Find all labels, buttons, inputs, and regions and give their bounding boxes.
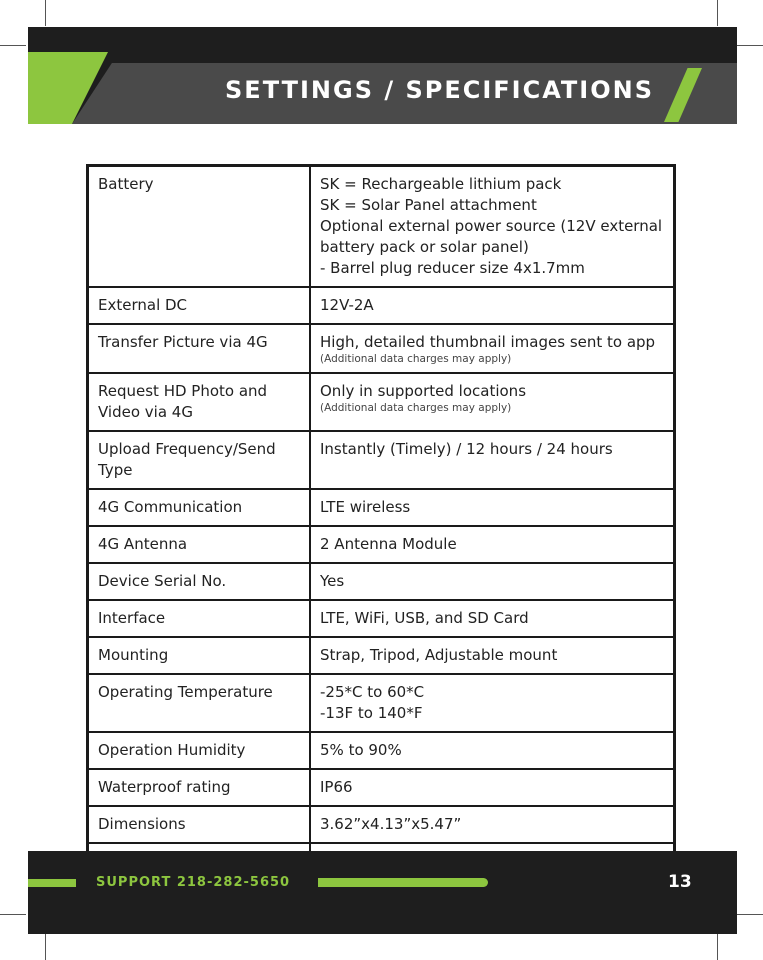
spec-label: Operation Humidity	[88, 732, 311, 769]
spec-label: Device Serial No.	[88, 563, 311, 600]
spec-label: 4G Antenna	[88, 526, 311, 563]
spec-value	[310, 806, 675, 843]
table-row	[88, 373, 675, 431]
spec-value-line: 3.62”x4.13”x5.47”	[320, 815, 462, 833]
spec-label: Waterproof rating	[88, 769, 311, 806]
crop-mark	[0, 45, 26, 46]
spec-label: 4G Communication	[88, 489, 311, 526]
spec-value	[310, 732, 675, 769]
crop-mark	[737, 914, 763, 915]
spec-value	[310, 431, 675, 489]
spec-label: Dimensions	[88, 806, 311, 843]
spec-value	[310, 600, 675, 637]
table-row	[88, 563, 675, 600]
spec-label: Upload Frequency/Send Type	[88, 431, 311, 489]
specifications-table	[86, 164, 676, 919]
spec-value-line: Strap, Tripod, Adjustable mount	[320, 646, 558, 664]
spec-value-line: High, detailed thumbnail images sent to app	[320, 333, 656, 351]
spec-value-line: SK = Solar Panel attachment	[320, 196, 537, 214]
spec-value-line: Yes	[320, 572, 345, 590]
spec-value-line: IP66	[320, 778, 353, 796]
table-row	[88, 674, 675, 732]
table-row	[88, 600, 675, 637]
spec-value-line: battery pack or solar panel)	[320, 238, 529, 256]
spec-label: External DC	[88, 287, 311, 324]
table-row	[88, 526, 675, 563]
spec-value	[310, 489, 675, 526]
spec-value-line: 12V-2A	[320, 296, 374, 314]
spec-value-line: Optional external power source (12V external	[320, 217, 663, 235]
spec-value-line: LTE, WiFi, USB, and SD Card	[320, 609, 529, 627]
footer-accent-bar	[318, 878, 488, 887]
table-row	[88, 489, 675, 526]
spec-note: (Additional data charges may apply)	[320, 402, 512, 414]
table-row	[88, 431, 675, 489]
spec-label: Mounting	[88, 637, 311, 674]
spec-label: Battery	[88, 166, 311, 288]
spec-label: Operating Temperature	[88, 674, 311, 732]
crop-mark	[717, 934, 718, 960]
spec-label: Request HD Photo and Video via 4G	[88, 373, 311, 431]
table-row	[88, 769, 675, 806]
spec-value	[310, 769, 675, 806]
table-row	[88, 166, 675, 288]
spec-value-line: - Barrel plug reducer size 4x1.7mm	[320, 259, 585, 277]
spec-value	[310, 373, 675, 431]
spec-value	[310, 287, 675, 324]
spec-value-line: LTE wireless	[320, 498, 411, 516]
crop-mark	[717, 0, 718, 26]
spec-value	[310, 526, 675, 563]
spec-value-line: -25*C to 60*C	[320, 683, 425, 701]
table-row	[88, 732, 675, 769]
spec-value	[310, 166, 675, 288]
spec-note: (Additional data charges may apply)	[320, 353, 512, 365]
spec-value-line: 2 Antenna Module	[320, 535, 457, 553]
spec-value	[310, 674, 675, 732]
page-title: SETTINGS / SPECIFICATIONS	[225, 76, 654, 104]
spec-value-line: -13F to 140*F	[320, 704, 423, 722]
spec-value-line: SK = Rechargeable lithium pack	[320, 175, 562, 193]
table-row	[88, 287, 675, 324]
crop-mark	[45, 934, 46, 960]
crop-mark	[0, 914, 26, 915]
table-row	[88, 637, 675, 674]
table-row	[88, 806, 675, 843]
support-phone: SUPPORT 218-282-5650	[96, 875, 291, 890]
spec-value	[310, 324, 675, 373]
footer-accent-stripe	[28, 879, 76, 887]
crop-mark	[45, 0, 46, 26]
spec-value-line: 5% to 90%	[320, 741, 402, 759]
spec-value	[310, 637, 675, 674]
spec-value	[310, 563, 675, 600]
spec-label: Interface	[88, 600, 311, 637]
spec-value-line: Instantly (Timely) / 12 hours / 24 hours	[320, 440, 613, 458]
footer-band	[28, 851, 737, 934]
crop-mark	[737, 45, 763, 46]
spec-label: Transfer Picture via 4G	[88, 324, 311, 373]
spec-value-line: Only in supported locations	[320, 382, 527, 400]
page-number: 13	[668, 872, 692, 892]
table-row	[88, 324, 675, 373]
